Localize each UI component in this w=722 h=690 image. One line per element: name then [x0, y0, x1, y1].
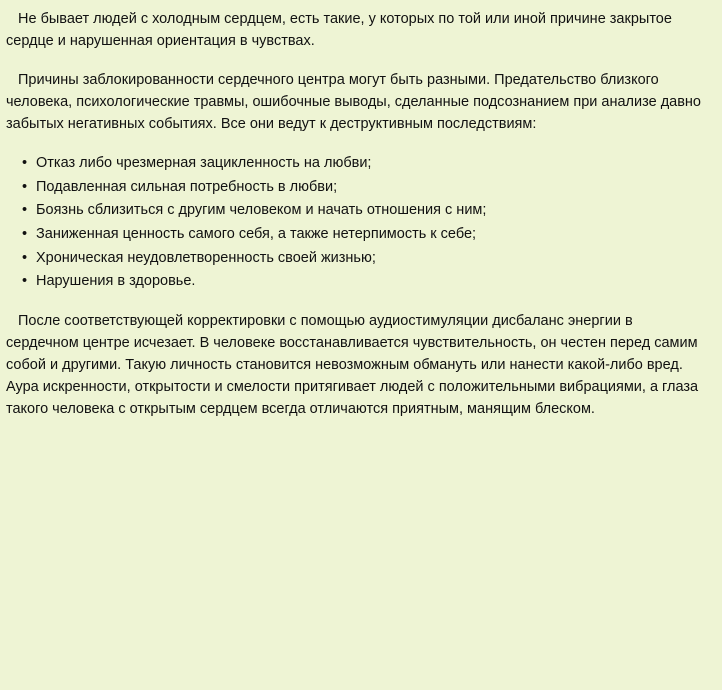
- bullet-icon: •: [22, 273, 28, 290]
- bullet-icon: •: [22, 225, 28, 242]
- list-item: [22, 152, 704, 175]
- list-item: [22, 199, 704, 222]
- bullet-icon: •: [22, 249, 28, 266]
- bullet-icon: •: [22, 202, 28, 219]
- bullet-icon: •: [22, 155, 28, 172]
- list-item: [22, 247, 704, 270]
- list-item-label: Подавленная сильная потребность в любви;: [36, 178, 338, 195]
- list-item: [22, 223, 704, 246]
- list-item: [22, 270, 704, 293]
- paragraph-causes: Причины заблокированности сердечного центра могут быть разными. Предательство близкого человека, психологические травмы, ошибочные выводы, сделанные подсознанием при анализе давно забытых негативных событиях. Все они ведут к деструктивным последствиям:: [6, 72, 701, 133]
- bullet-icon: •: [22, 178, 28, 195]
- list-item: [22, 176, 704, 199]
- list-item-label: Отказ либо чрезмерная зацикленность на любви;: [36, 155, 372, 172]
- list-item-label: Боязнь сблизиться с другим человеком и начать отношения с ним;: [36, 202, 487, 219]
- list-item-label: Нарушения в здоровье.: [36, 273, 196, 290]
- consequences-list: [6, 152, 704, 293]
- list-item-label: Хроническая неудовлетворенность своей жизнью;: [36, 249, 376, 266]
- paragraph-after-correction: После соответствующей корректировки с помощью аудиостимуляции дисбаланс энергии в сердечном центре исчезает. В человеке восстанавливается чувствительность, он честен перед самим собой и другими. Такую личность становится невозможным обмануть или нанести какой-либо вред. Аура искренности, открытости и смелости притягивает людей с положительными вибрациями, а глаза такого человека с открытым сердцем всегда отличаются приятным, манящим блеском.: [6, 312, 699, 417]
- list-item-label: Заниженная ценность самого себя, а также нетерпимость к себе;: [36, 225, 477, 242]
- paragraph-intro: Не бывает людей с холодным сердцем, есть такие, у которых по той или иной причине закрытое сердце и нарушенная ориентация в чувствах.: [6, 11, 672, 50]
